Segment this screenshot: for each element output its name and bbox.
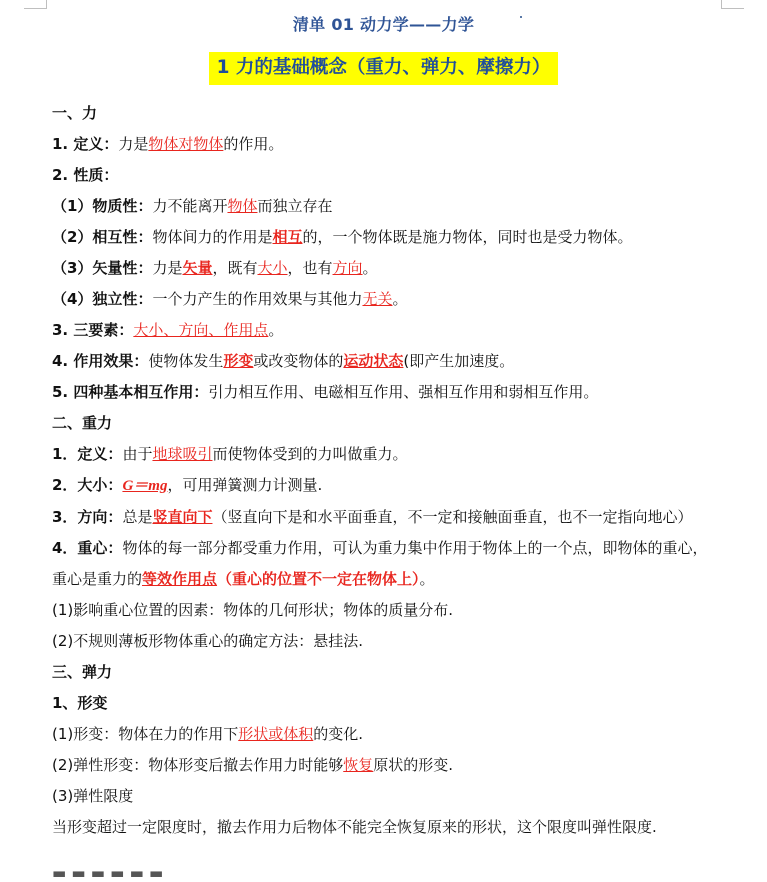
highlight: 地球吸引 — [152, 445, 213, 463]
highlight: 矢量 — [182, 259, 213, 277]
gravity-center-factors: (1)影响重心位置的因素：物体的几何形状；物体的质量分布. — [52, 601, 454, 619]
highlight: 形状或体积 — [238, 725, 314, 743]
label: （2）相互性： — [52, 228, 153, 246]
label: 5. 四种基本相互作用： — [52, 383, 209, 401]
text: 总是 — [122, 508, 153, 526]
deformation-definition — [52, 719, 708, 750]
label: 3．方向： — [52, 508, 123, 526]
heading-force: 一、力 — [52, 104, 98, 122]
document-header: 清单 01 动力学——力学 — [292, 15, 475, 34]
gravity-formula: G＝mg — [122, 478, 168, 494]
force-definition — [52, 129, 708, 160]
text: 由于 — [122, 445, 153, 463]
text: 。 — [362, 259, 378, 277]
highlight: 运动状态 — [343, 352, 404, 370]
property-mutuality — [52, 222, 708, 253]
text: ，也有 — [287, 259, 333, 277]
document-body — [52, 98, 708, 843]
text: 的作用。 — [223, 135, 284, 153]
gravity-center — [52, 533, 708, 595]
highlight: 物体对物体 — [148, 135, 224, 153]
text: ，可用弹簧测力计测量. — [167, 476, 323, 494]
gravity-size — [52, 470, 708, 502]
force-properties-label: 2. 性质： — [52, 166, 119, 184]
text: 而独立存在 — [257, 197, 333, 215]
label: 4．重心： — [52, 539, 123, 557]
highlight: 方向 — [332, 259, 363, 277]
elastic-limit-text: 当形变超过一定限度时，撤去作用力后物体不能完全恢复原来的形状，这个限度叫弹性限度. — [52, 818, 657, 836]
highlight: 相互 — [272, 228, 303, 246]
text: 的，一个物体既是施力物体，同时也是受力物体。 — [302, 228, 633, 246]
text: 而使物体受到的力叫做重力。 — [212, 445, 408, 463]
highlight: 等效作用点 — [142, 570, 218, 588]
gravity-center-method: (2)不规则薄板形物体重心的确定方法：悬挂法. — [52, 632, 364, 650]
text: 使物体发生 — [148, 352, 224, 370]
note: （重心的位置不一定在物体上） — [217, 570, 420, 588]
highlight: 恢复 — [343, 756, 374, 774]
property-vector — [52, 253, 708, 284]
text: 物体间力的作用是 — [152, 228, 273, 246]
gravity-direction — [52, 502, 708, 533]
label: 2．大小： — [52, 476, 123, 494]
property-materiality — [52, 191, 708, 222]
elastic-limit-label: (3)弹性限度 — [52, 787, 134, 805]
heading-elastic: 三、弹力 — [52, 663, 113, 681]
force-basic-interactions — [52, 377, 708, 408]
label: （4）独立性： — [52, 290, 153, 308]
text: (2)弹性形变：物体形变后撤去作用力时能够 — [52, 756, 344, 774]
title-wrapper — [0, 52, 767, 85]
page-corner-mark-right — [721, 0, 744, 9]
text: (1)形变：物体在力的作用下 — [52, 725, 239, 743]
text: 一个力产生的作用效果与其他力 — [152, 290, 363, 308]
highlight: 大小、方向、作用点 — [133, 321, 269, 339]
force-three-elements — [52, 315, 708, 346]
section-title: 1 力的基础概念（重力、弹力、摩擦力） — [209, 52, 559, 85]
text: (即产生加速度。 — [403, 352, 515, 370]
text: 的变化. — [313, 725, 364, 743]
highlight: 大小 — [257, 259, 288, 277]
text: 引力相互作用、电磁相互作用、强相互作用和弱相互作用。 — [208, 383, 599, 401]
label: （1）物质性： — [52, 197, 153, 215]
text: ，既有 — [212, 259, 258, 277]
label: 1．定义： — [52, 445, 123, 463]
cut-off-next-line — [52, 864, 232, 882]
highlight: 物体 — [227, 197, 258, 215]
elastic-deformation — [52, 750, 708, 781]
text: 。 — [392, 290, 408, 308]
text: 原状的形变. — [373, 756, 454, 774]
text: （竖直向下是和水平面垂直，不一定和接触面垂直，也不一定指向地心） — [212, 508, 693, 526]
text: 力是 — [152, 259, 183, 277]
text: 力不能离开 — [152, 197, 228, 215]
cut-off-glyphs: ▬ ▬ ▬ ▬ ▬ ▬ — [52, 864, 164, 882]
property-independence — [52, 284, 708, 315]
heading-gravity: 二、重力 — [52, 414, 113, 432]
text: 。 — [268, 321, 284, 339]
text: 物体的每一部分都受重力作用，可认为重力集中作用于物体上的一个点，即物体的重心，重心是重力的 — [52, 539, 708, 588]
subheading-deformation: 1、形变 — [52, 694, 108, 712]
highlight: 形变 — [223, 352, 254, 370]
label: 3. 三要素： — [52, 321, 134, 339]
gravity-definition — [52, 439, 708, 470]
highlight: 竖直向下 — [152, 508, 213, 526]
text: 力是 — [118, 135, 149, 153]
page-corner-mark-left — [24, 0, 47, 9]
force-effect — [52, 346, 708, 377]
text: 。 — [419, 570, 435, 588]
label: 4. 作用效果： — [52, 352, 149, 370]
highlight: 无关 — [362, 290, 393, 308]
label: 1. 定义： — [52, 135, 119, 153]
label: （3）矢量性： — [52, 259, 153, 277]
text: 或改变物体的 — [253, 352, 344, 370]
